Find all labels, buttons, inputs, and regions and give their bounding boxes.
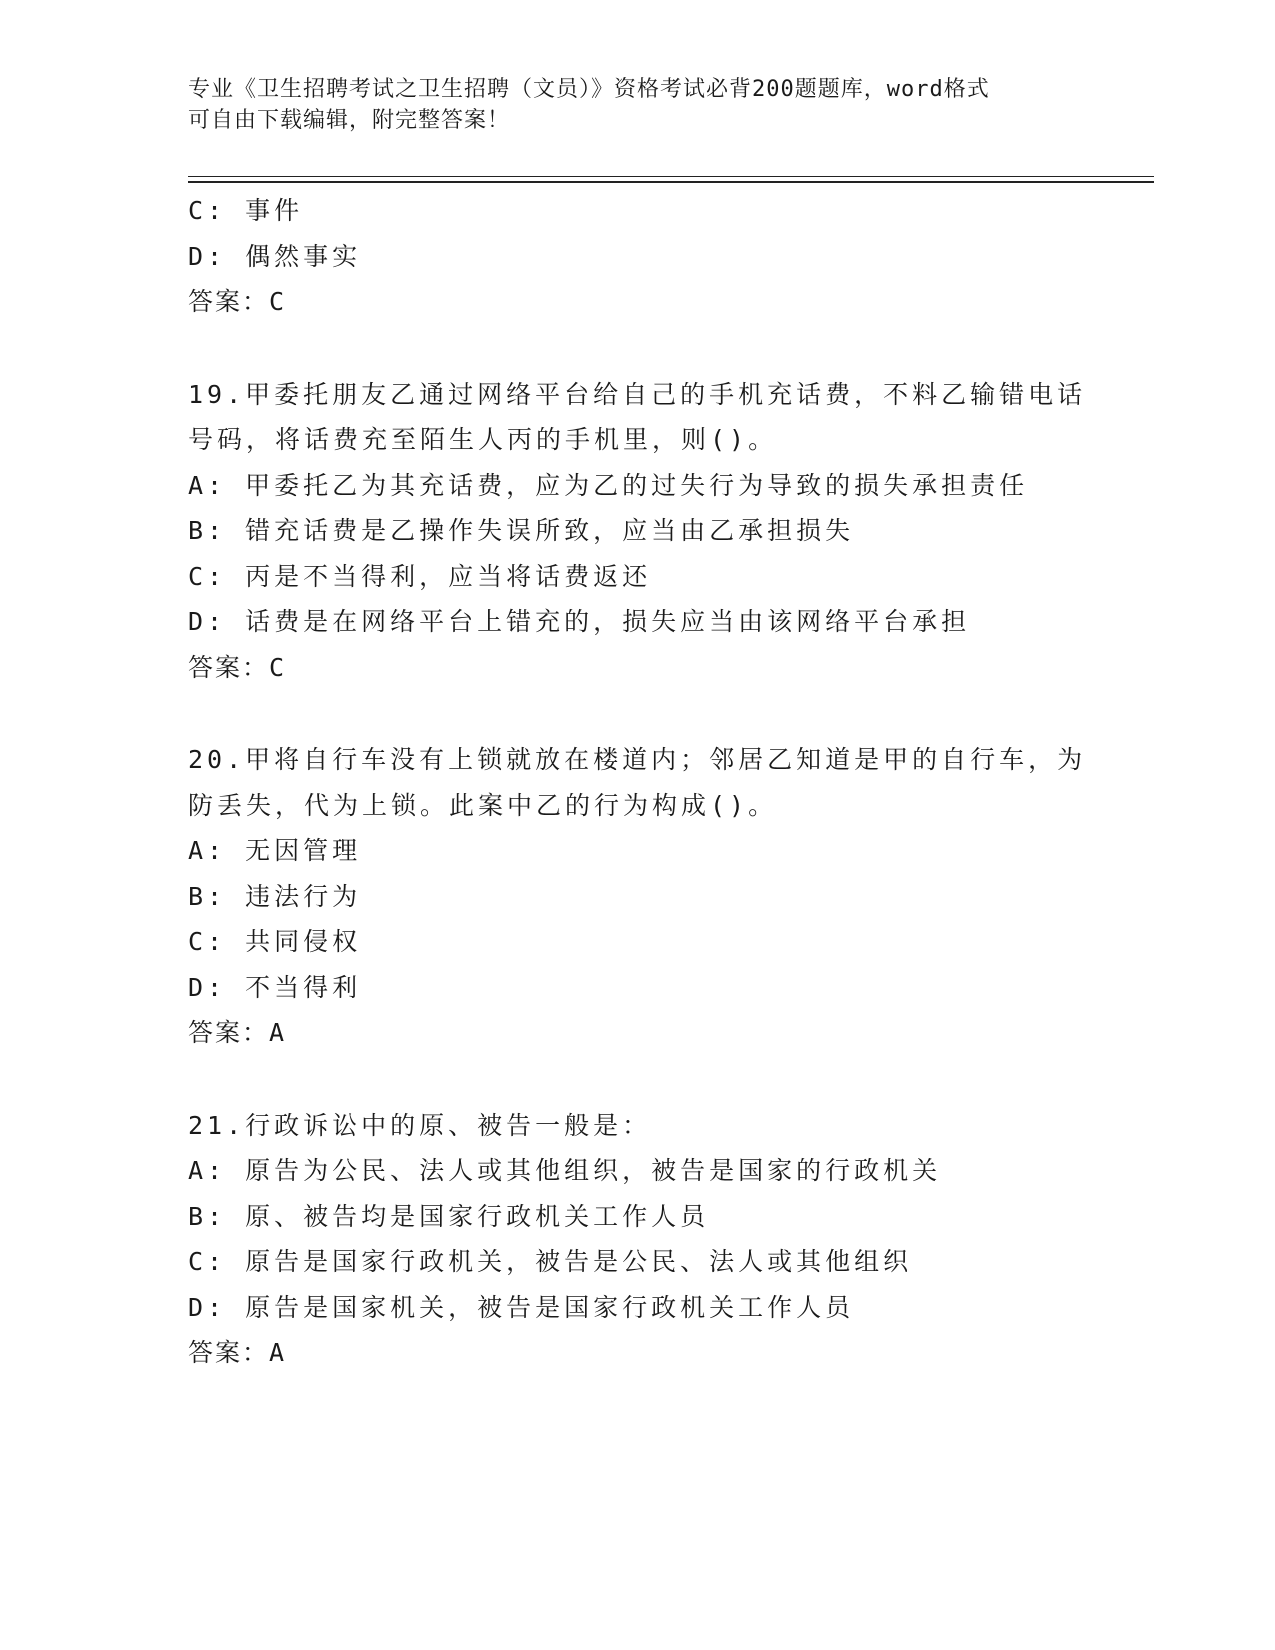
header-line-1: 专业《卫生招聘考试之卫生招聘（文员）》资格考试必背200题题库，word格式	[188, 77, 990, 102]
answer-line	[188, 279, 1088, 325]
question-stem-line: 20.甲将自行车没有上锁就放在楼道内；邻居乙知道是甲的自行车，为	[188, 745, 1087, 774]
header-line-2: 可自由下载编辑，附完整答案！	[188, 108, 511, 133]
option-b: B: 违法行为	[188, 881, 362, 911]
answer-value: C	[269, 287, 287, 316]
option-b: B: 错充话费是乙操作失误所致，应当由乙承担损失	[188, 516, 855, 545]
header-divider-thin	[188, 176, 1154, 177]
option-c: C: 事件	[188, 196, 304, 225]
option-c: C: 丙是不当得利，应当将话费返还	[188, 561, 652, 591]
option-b: B: 原、被告均是国家行政机关工作人员	[188, 1201, 710, 1231]
option-c: C: 共同侵权	[188, 927, 362, 956]
question-stem-line: 防丢失，代为上锁。此案中乙的行为构成()。	[188, 790, 778, 820]
answer-label: 答案：	[188, 1338, 270, 1367]
question-21	[188, 1103, 1088, 1376]
option-d: D: 不当得利	[188, 972, 362, 1002]
answer-label: 答案：	[188, 287, 270, 316]
option-c: C: 原告是国家行政机关，被告是公民、法人或其他组织	[188, 1247, 913, 1276]
option-d: D: 偶然事实	[188, 241, 362, 271]
document-header	[188, 74, 1088, 136]
answer-value: C	[269, 652, 287, 682]
question-19	[188, 372, 1088, 691]
question-stem-line: 号码，将话费充至陌生人丙的手机里，则()。	[188, 425, 778, 454]
option-d: D: 话费是在网络平台上错充的，损失应当由该网络平台承担	[188, 607, 971, 636]
option-d: D: 原告是国家机关，被告是国家行政机关工作人员	[188, 1292, 855, 1322]
answer-line	[188, 1330, 1088, 1376]
question-stem-line: 21.行政诉讼中的原、被告一般是：	[188, 1110, 652, 1140]
header-divider-thick	[188, 181, 1154, 183]
option-a: A: 甲委托乙为其充话费，应为乙的过失行为导致的损失承担责任	[188, 470, 1029, 500]
document-body	[188, 188, 1088, 1376]
answer-label: 答案：	[188, 652, 270, 682]
answer-line	[188, 645, 1088, 691]
question-18-continued	[188, 188, 1088, 325]
option-a: A: 原告为公民、法人或其他组织，被告是国家的行政机关	[188, 1156, 942, 1185]
answer-value: A	[269, 1018, 287, 1047]
question-stem-line: 19.甲委托朋友乙通过网络平台给自己的手机充话费，不料乙输错电话	[188, 379, 1087, 409]
question-20	[188, 737, 1088, 1056]
answer-value: A	[269, 1338, 287, 1367]
answer-line	[188, 1010, 1088, 1056]
answer-label: 答案：	[188, 1018, 270, 1047]
option-a: A: 无因管理	[188, 836, 362, 865]
